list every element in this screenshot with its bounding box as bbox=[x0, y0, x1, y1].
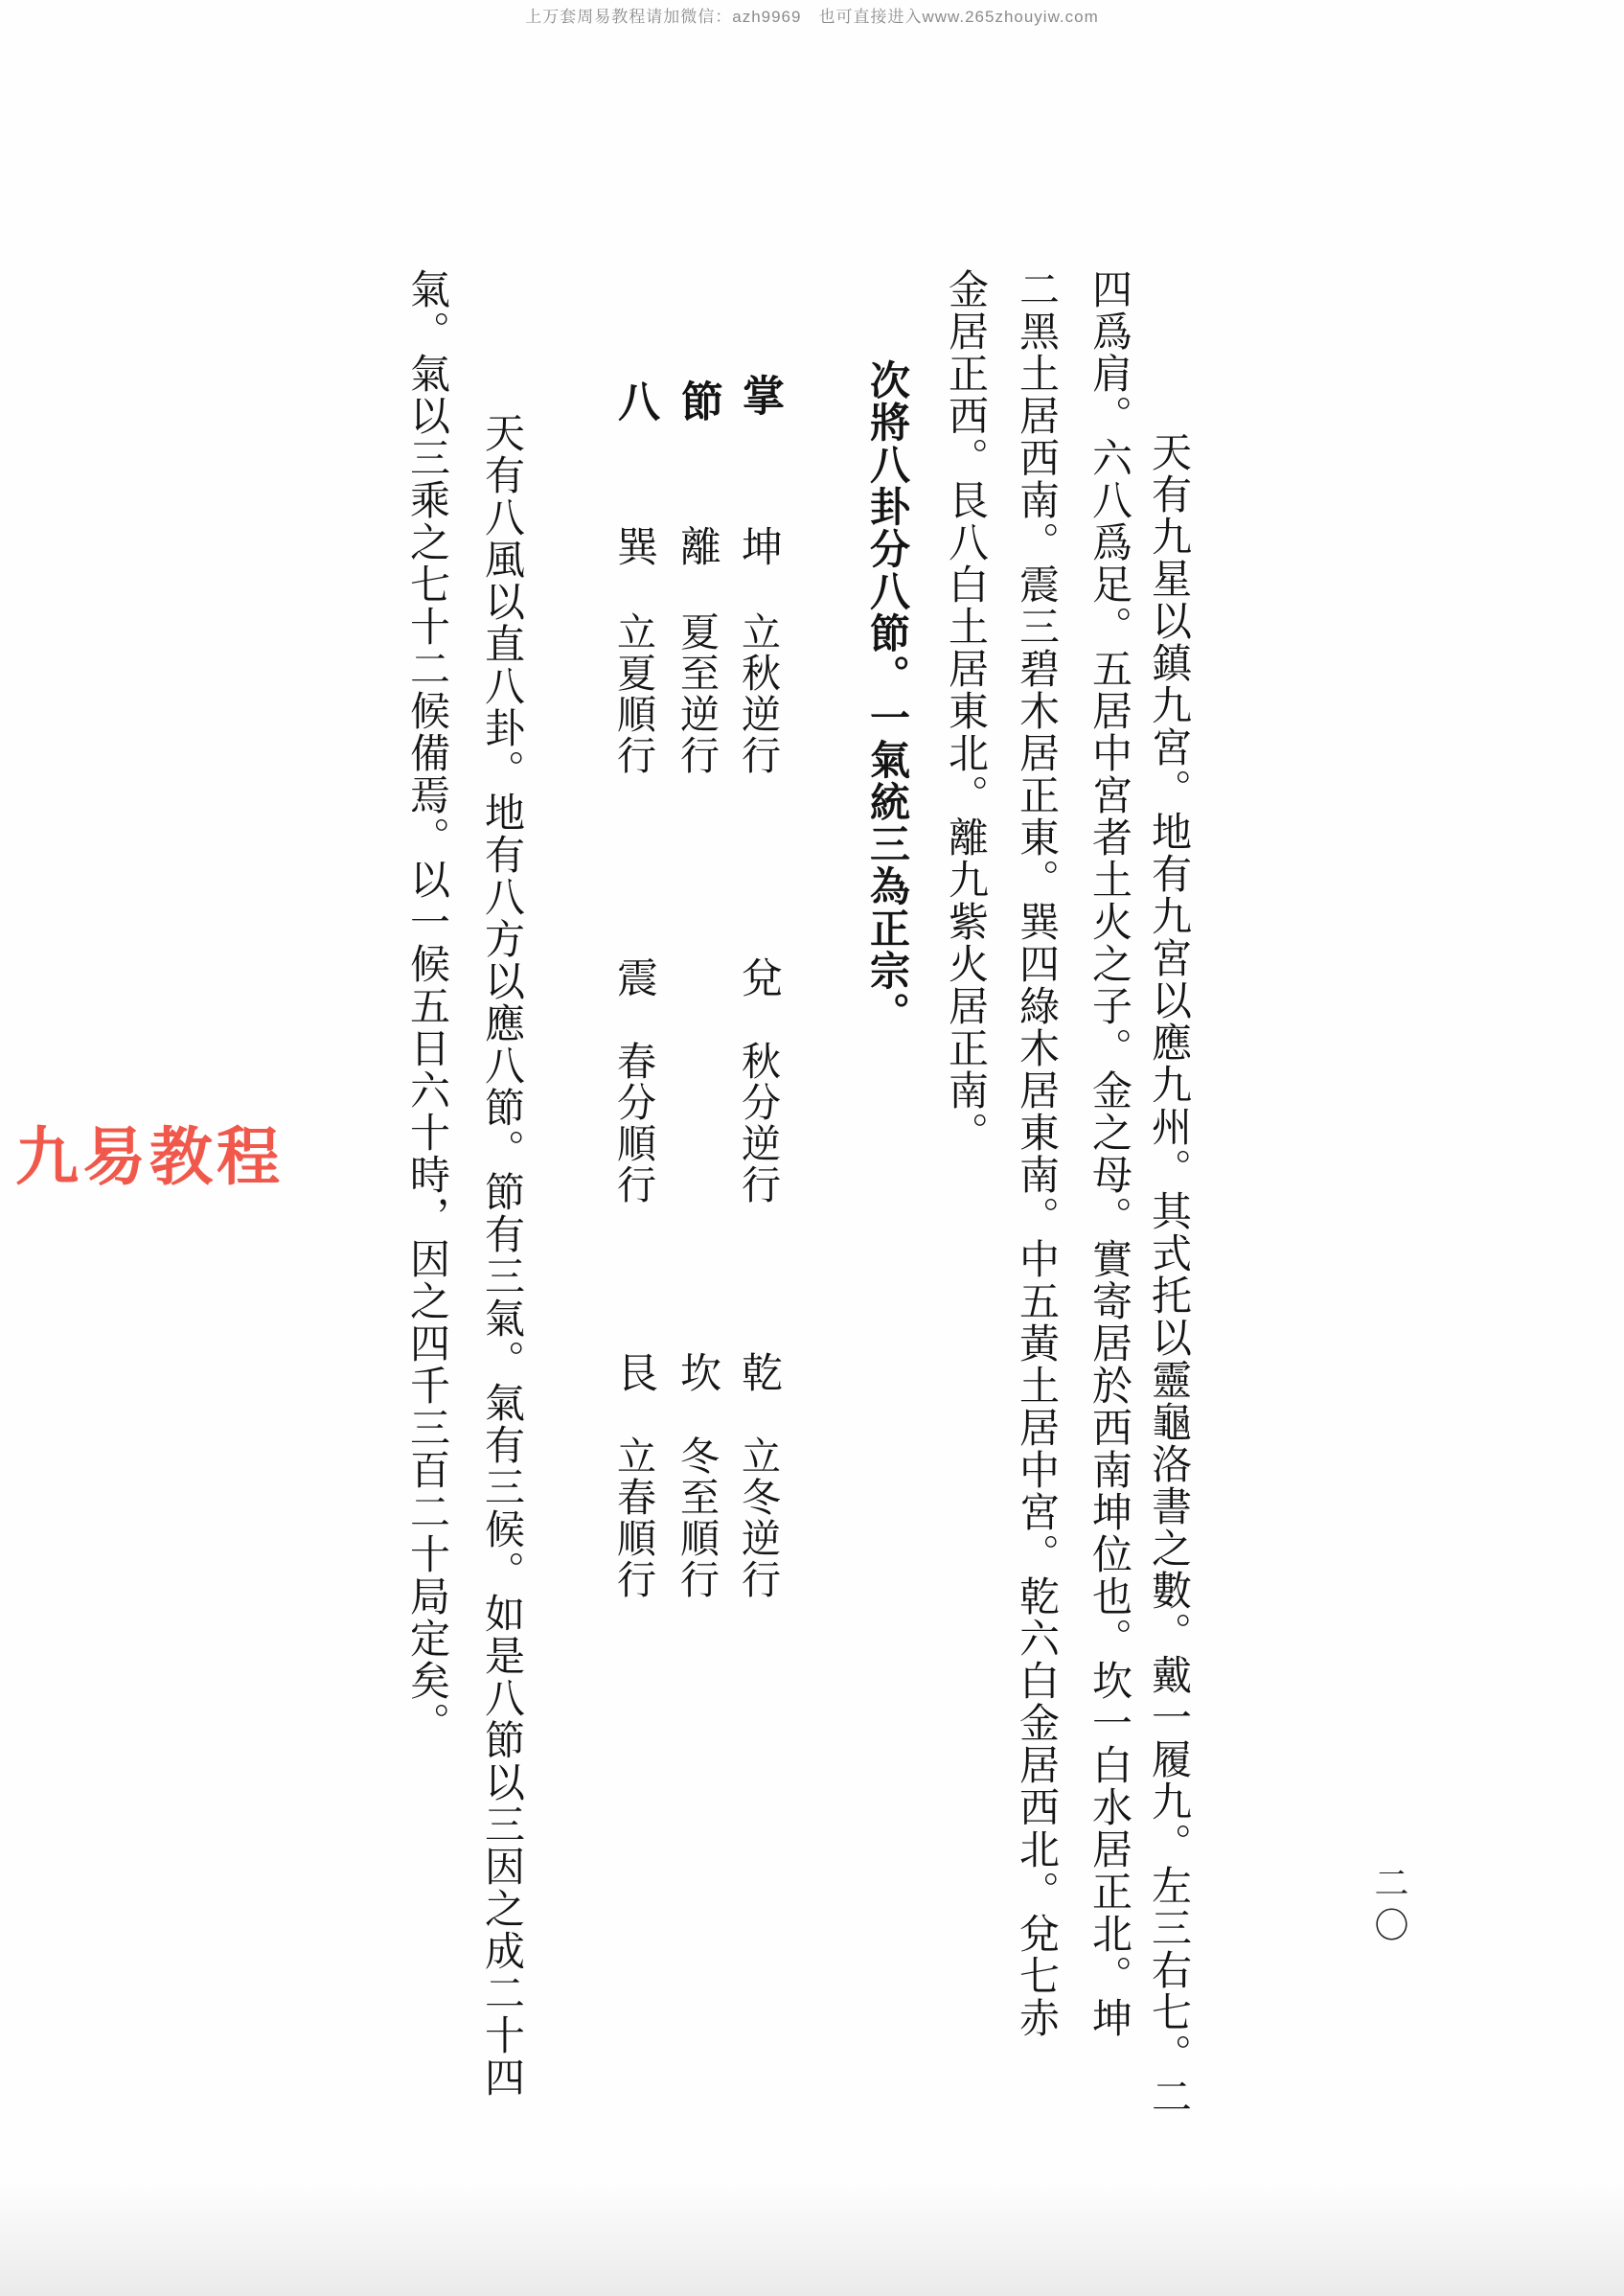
table-header-jie: 節 bbox=[675, 379, 721, 424]
table-term: 立春順行 bbox=[611, 1435, 655, 1600]
paragraph3-line2: 氣。氣以三乘之七十二候備焉。以一候五日六十時，因之四千三百二十局定矣。 bbox=[404, 268, 448, 1744]
paragraph1-line2: 四爲肩。六八爲足。五居中宮者土火之子。金之母。實寄居於西南坤位也。坎一白水居正北。坤 bbox=[1086, 268, 1131, 2039]
table-trigram: 艮 bbox=[611, 1351, 656, 1394]
header-promo-text: 上万套周易教程请加微信：azh9969 也可直接进入www.265zhouyiw.com bbox=[525, 8, 1099, 26]
page-number: 二〇 bbox=[1370, 1865, 1408, 1949]
table-term: 立秋逆行 bbox=[736, 611, 780, 776]
table-trigram: 坎 bbox=[675, 1351, 720, 1394]
table-term: 立冬逆行 bbox=[736, 1435, 780, 1600]
table-trigram: 震 bbox=[611, 956, 656, 999]
paragraph2-line: 次將八卦分八節。一氣統三為正宗。 bbox=[864, 359, 908, 1034]
table-header-zhang: 掌 bbox=[736, 374, 783, 418]
table-trigram: 乾 bbox=[736, 1351, 781, 1394]
paragraph1-line3: 二黑土居西南。震三碧木居正東。巽四綠木居東南。中五黃土居中宮。乾六白金居西北。兌七赤 bbox=[1014, 268, 1058, 2039]
table-term: 春分順行 bbox=[611, 1041, 655, 1205]
table-trigram: 離 bbox=[675, 525, 720, 568]
paragraph1-line4: 金居正西。艮八白土居東北。離九紫火居正南。 bbox=[943, 268, 987, 1154]
watermark: 九易教程 bbox=[15, 1121, 284, 1192]
table-header-ba: 八 bbox=[611, 379, 658, 424]
table-trigram: 坤 bbox=[736, 525, 781, 568]
scan-shadow bbox=[0, 2181, 1624, 2296]
table-trigram: 兌 bbox=[736, 956, 781, 999]
table-term: 夏至逆行 bbox=[675, 611, 719, 776]
paragraph1-line1: 天有九星以鎮九宮。地有九宮以應九州。其式托以靈龜洛書之數。戴一履九。左三右七。二 bbox=[1146, 431, 1190, 2118]
table-term: 立夏順行 bbox=[611, 611, 655, 776]
paragraph3-line1: 天有八風以直八卦。地有八方以應八節。節有三氣。氣有三候。如是八節以三因之成二十四 bbox=[479, 412, 523, 2099]
table-term: 冬至順行 bbox=[675, 1435, 719, 1600]
table-trigram: 巽 bbox=[611, 525, 656, 568]
table-term: 秋分逆行 bbox=[736, 1041, 780, 1205]
